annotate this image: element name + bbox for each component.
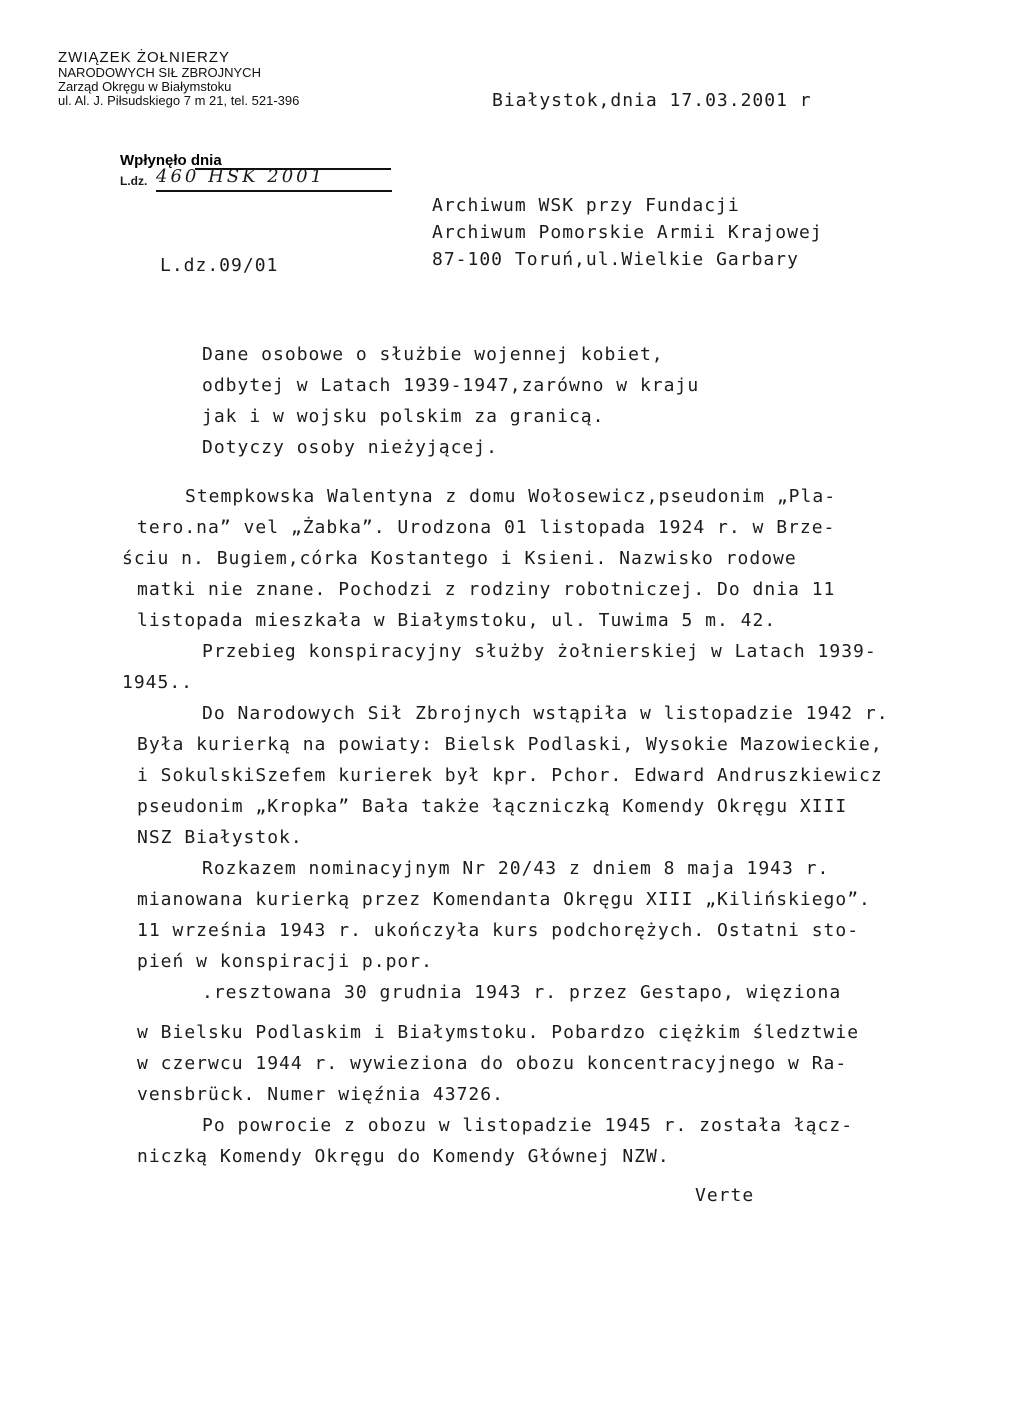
subject-line-2: odbytej w Latach 1939-1947,zarówno w kraju (202, 375, 700, 396)
body-line: tero.na” vel „Żabka”. Urodzona 01 listopada 1924 r. w Brze- (137, 517, 836, 538)
recipient-line-3: 87-100 Toruń,ul.Wielkie Garbary (432, 249, 799, 270)
body-line: 11 września 1943 r. ukończyła kurs podchorężych. Ostatni sto- (137, 920, 860, 941)
body-line: Przebieg konspiracyjny służby żołnierskiej w Latach 1939- (202, 641, 877, 662)
org-line-2: NARODOWYCH SIŁ ZBROJNYCH (58, 65, 261, 80)
org-line-4: ul. Al. J. Piłsudskiego 7 m 21, tel. 521-396 (58, 93, 300, 108)
body-line: NSZ Białystok. (137, 827, 303, 848)
organization-header (58, 50, 299, 108)
reference-number: L.dz.09/01 (160, 255, 279, 276)
org-line-3: Zarząd Okręgu w Białymstoku (58, 79, 232, 94)
body-line: ściu n. Bugiem,córka Kostantego i Ksieni. Nazwisko rodowe (122, 548, 797, 569)
place-date: Białystok,dnia 17.03.2001 r (492, 90, 812, 111)
body-line: pień w konspiracji p.por. (137, 951, 433, 972)
stamp-handwritten-number: 460 HSK 2001 (156, 166, 326, 187)
received-stamp (120, 152, 326, 188)
body-line: w Bielsku Podlaskim i Białymstoku. Pobardzo ciężkim śledztwie (137, 1022, 860, 1043)
body-line: i SokulskiSzefem kurierek był kpr. Pchor. Edward Andruszkiewicz (137, 765, 883, 786)
body-line: niczką Komendy Okręgu do Komendy Głównej NZW. (137, 1146, 670, 1167)
stamp-underline-2 (156, 190, 392, 192)
body-line: mianowana kurierką przez Komendanta Okręgu XIII „Kilińskiego”. (137, 889, 871, 910)
body-line: pseudonim „Kropka” Bała także łączniczką Komendy Okręgu XIII (137, 796, 848, 817)
body-line: listopada mieszkała w Białymstoku, ul. Tuwima 5 m. 42. (137, 610, 777, 631)
recipient-line-1: Archiwum WSK przy Fundacji (432, 195, 740, 216)
body-line: w czerwcu 1944 r. wywieziona do obozu koncentracyjnego w Ra- (137, 1053, 848, 1074)
body-line: Po powrocie z obozu w listopadzie 1945 r. została łącz- (202, 1115, 854, 1136)
org-line-1: ZWIĄZEK ŻOŁNIERZY (58, 49, 231, 66)
subject-line-1: Dane osobowe o służbie wojennej kobiet, (202, 344, 664, 365)
body-line: 1945.. (122, 672, 194, 693)
subject-line-4: Dotyczy osoby nieżyjącej. (202, 437, 498, 458)
body-line: Była kurierką na powiaty: Bielsk Podlaski, Wysokie Mazowieckie, (137, 734, 883, 755)
body-line: matki nie znane. Pochodzi z rodziny robotniczej. Do dnia 11 (137, 579, 836, 600)
page-turn-note: Verte (695, 1185, 755, 1206)
body-line: vensbrück. Numer więźnia 43726. (137, 1084, 504, 1105)
recipient-address (432, 192, 823, 273)
subject-line-3: jak i w wojsku polskim za granicą. (202, 406, 605, 427)
body-line: Stempkowska Walentyna z domu Wołosewicz,pseudonim „Pla- (185, 486, 837, 507)
body-line: .resztowana 30 grudnia 1943 r. przez Gestapo, więziona (202, 982, 842, 1003)
body-line: Rozkazem nominacyjnym Nr 20/43 z dniem 8 maja 1943 r. (202, 858, 830, 879)
stamp-ldz-label: L.dz. (120, 174, 148, 188)
stamp-received-label: Wpłynęło dnia (120, 152, 222, 169)
recipient-line-2: Archiwum Pomorskie Armii Krajowej (432, 222, 823, 243)
body-line: Do Narodowych Sił Zbrojnych wstąpiła w listopadzie 1942 r. (202, 703, 889, 724)
